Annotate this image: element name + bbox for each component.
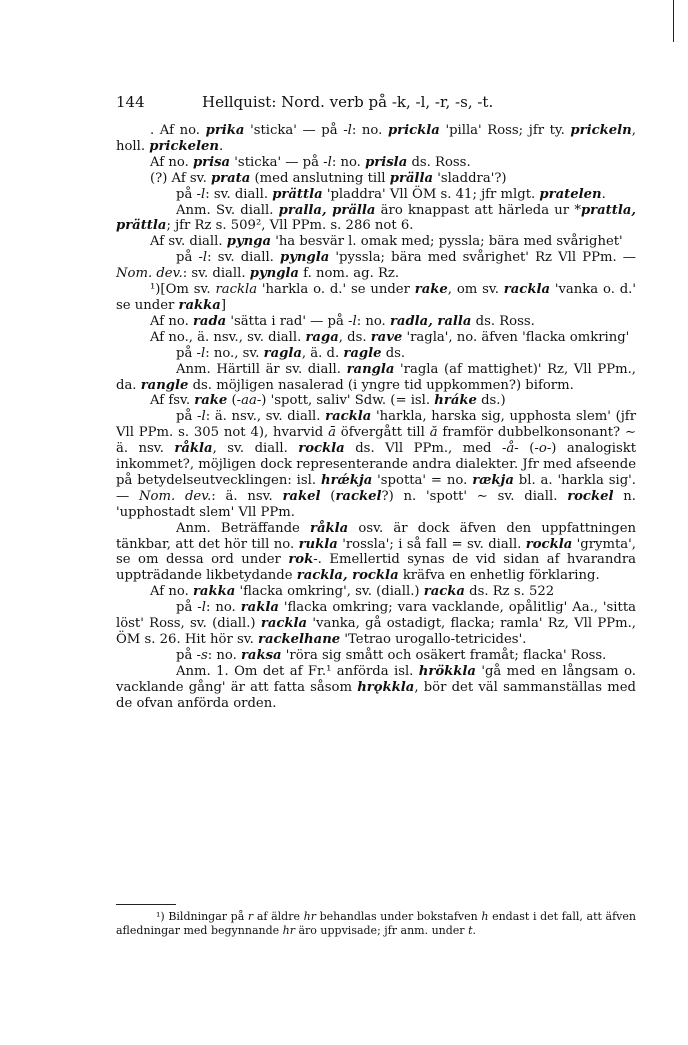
paragraph: på -l: ä. nsv., sv. diall. rackla 'harkla, harska sig, upphosta slem' (jfr Vll PPm. s. 305 not 4), hvarvid ā öfvergått till ă framför dubbelkonsonant? ∼ ä. nsv. råkla, sv. diall. rockla ds. Vll PPm., med -å- (-o-) analogiskt inkommet?, möjligen dock representerande andra dialekter. Jfr med afseende på betydelseutvecklingen: isl. hrǽkja 'spotta' = no. rækja bl. a. 'harkla sig'. — Nom. dev.: ä. nsv. rakel (rackel?) n. 'spott' ∼ sv. diall. rockel n. 'upphostadt slem' Vll PPm. [116,409,637,520]
paragraph: Anm. Härtill är sv. diall. rangla 'ragla (af mattighet)' Rz, Vll PPm., da. rangle ds. möjligen nasalerad (i yngre tid uppkommen?) biform. [116,361,636,393]
body-text [116,123,636,712]
paragraph: ¹)[Om sv. rackla 'harkla o. d.' se under rake, om sv. rackla 'vanka o. d.' se under rakka] [116,282,636,313]
footnote-rule [116,904,176,905]
paragraph: på -l: no. rakla 'flacka omkring; vara vacklande, opålitlig' Aa., 'sitta löst' Ross, sv. (diall.) rackla 'vanka, gå ostadigt, flacka; ramla' Rz, Vll PPm., ÖM s. 26. Hit hör sv. rackelhane 'Tetrao urogallo-tetricides'. [116,600,636,647]
paragraph: Af no. rada 'sätta i rad' — på -l: no. radla, ralla ds. Ross. [150,313,535,329]
paragraph: Af fsv. rake (-aa-) 'spott, saliv' Sdw. (= isl. hráke ds.) [150,393,506,409]
paragraph: Anm. Beträffande råkla osv. är dock äfven den uppfattningen tänkbar, att det hör till no. rukla 'rossla'; i så fall = sv. diall. rockla 'grymta', se om dessa ord under rok-. Emellertid synas de vid sidan af hvarandra uppträdande likbetydande rackla, rockla kräfva en enhetlig förklaring. [116,520,637,584]
page-edge-line [673,0,674,42]
paragraph: Anm. Sv. diall. pralla, prälla äro knappast att härleda ur *prattla, prättla; jfr Rz s. 509², Vll PPm. s. 286 not 6. [116,202,636,234]
page-number: 144 [116,93,145,111]
paragraph: . Af no. prika 'sticka' — på -l: no. prickla 'pilla' Ross; jfr ty. prickeln, holl. prickelen. [116,123,636,154]
paragraph: (?) Af sv. prata (med anslutning till prälla 'sladdra'?) [150,170,507,186]
paragraph: Af no. rakka 'flacka omkring', sv. (diall.) racka ds. Rz s. 522 [150,584,555,600]
footnote: ¹) Bildningar på r af äldre hr behandlas under bokstafven h endast i det fall, att äfven afledningar med begynnande hr äro uppvisade; jfr anm. under t. [116,910,636,937]
paragraph: på -l: no., sv. ragla, ä. d. ragle ds. [176,345,406,361]
paragraph: på -s: no. raksa 'röra sig smått och osäkert framåt; flacka' Ross. [176,647,607,663]
paragraph: Af no., ä. nsv., sv. diall. raga, ds. rave 'ragla', no. äfven 'flacka omkring' [150,329,630,345]
paragraph: Anm. 1. Om det af Fr.¹ anförda isl. hrökkla 'gå med en långsam o. vacklande gång' är att fatta såsom hrǫkkla, bör det väl sammanställas med de ofvan anförda orden. [116,663,636,711]
paragraph: på -l: sv. diall. pyngla 'pyssla; bära med svårighet' Rz Vll PPm. — Nom. dev.: sv. diall. pyngla f. nom. ag. Rz. [116,250,636,282]
paragraph: på -l: sv. diall. prättla 'pladdra' Vll ÖM s. 41; jfr mlgt. pratelen. [176,186,606,202]
paragraph: Af no. prisa 'sticka' — på -l: no. prisla ds. Ross. [150,154,471,170]
running-head [116,93,636,111]
paragraph: Af sv. diall. pynga 'ha besvär l. omak med; pyssla; bära med svårighet' [150,234,623,250]
running-title: Hellquist: Nord. verb på -k, -l, -r, -s, -t. [202,93,494,111]
